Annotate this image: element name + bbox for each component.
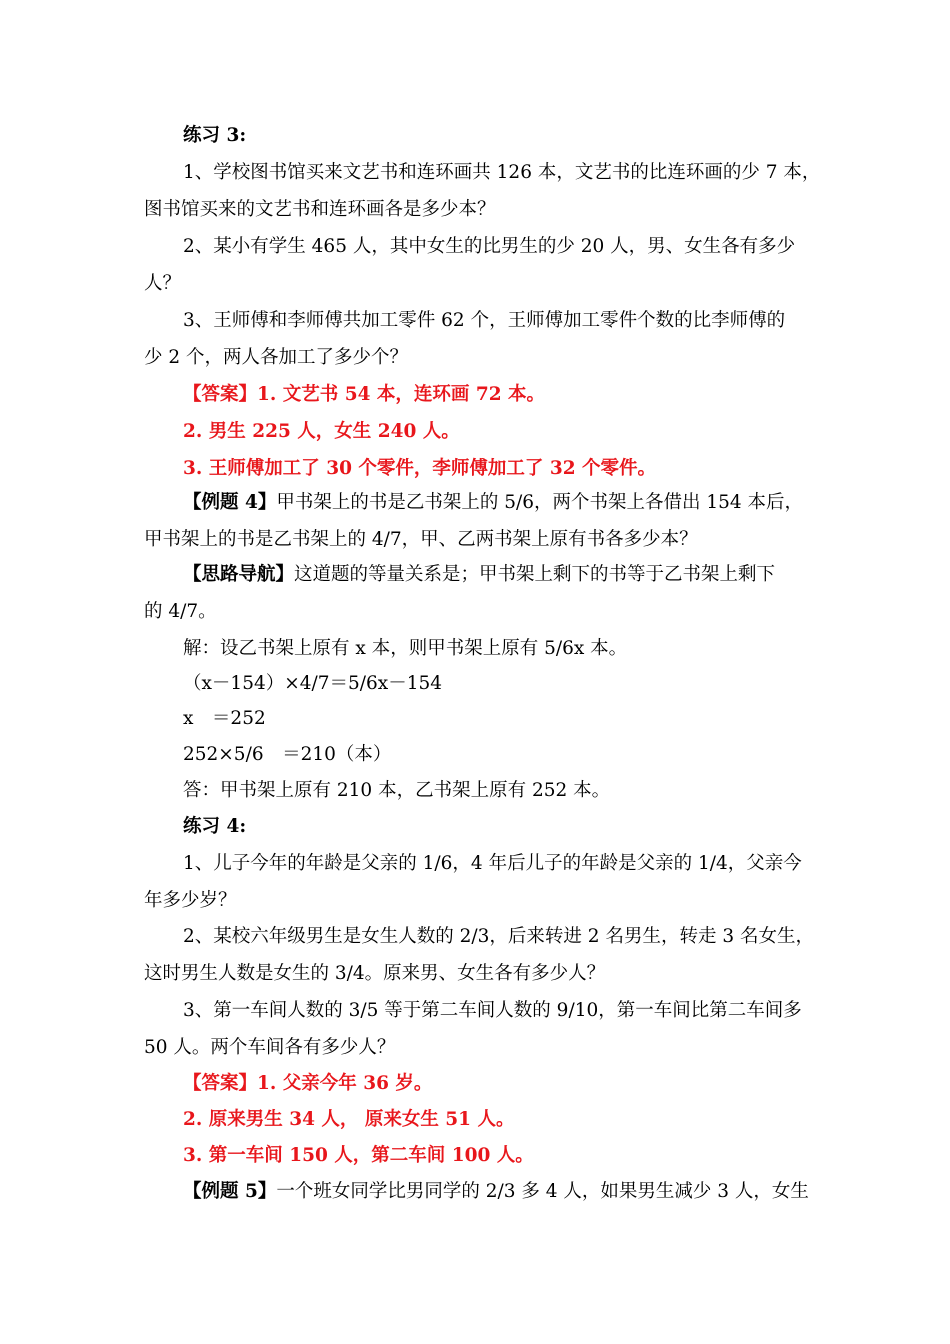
example5-line1: [0, 1174, 950, 1210]
practice4-title: 练习 4:: [183, 816, 247, 837]
practice4-answer-1: 【答案】1. 父亲今年 36 岁。: [183, 1073, 433, 1094]
example4-hint-label: 【思路导航】: [183, 564, 295, 585]
practice3-q3-line2: 少 2 个，两人各加工了多少个？: [144, 347, 409, 368]
practice4-q1-line1: 1、儿子今年的年龄是父亲的 1/6，4 年后儿子的年龄是父亲的 1/4，父亲今: [183, 853, 802, 874]
example5-text1: 一个班女同学比男同学的 2/3 多 4 人，如果男生减少 3 人，女生: [276, 1181, 809, 1202]
practice4-answer-2: 2. 原来男生 34 人， 原来女生 51 人。: [183, 1109, 515, 1130]
practice4-q2-line1: 2、某校六年级男生是女生人数的 2/3，后来转进 2 名男生，转走 3 名女生，: [183, 926, 814, 947]
example4-line2: 甲书架上的书是乙书架上的 4/7，甲、乙两书架上原有书各多少本？: [144, 529, 698, 550]
example4-hint-line1: [0, 557, 950, 593]
example4-line1: [0, 485, 950, 521]
example4-solution-3: x ＝252: [183, 708, 266, 729]
practice3-answer-3: 3. 王师傅加工了 30 个零件，李师傅加工了 32 个零件。: [183, 458, 657, 479]
practice4-q2-line2: 这时男生人数是女生的 3/4。原来男、女生各有多少人？: [144, 963, 606, 984]
practice3-answer-2: 2. 男生 225 人，女生 240 人。: [183, 421, 460, 442]
example4-solution-4: 252×5/6 ＝210（本）: [183, 744, 392, 765]
example4-solution-2: （x－154）×4/7＝5/6x－154: [183, 673, 443, 694]
example4-hint-line2: 的 4/7。: [144, 601, 217, 622]
example4-solution-1: 解：设乙书架上原有 x 本，则甲书架上原有 5/6x 本。: [183, 638, 628, 659]
practice3-answer-1: 【答案】1. 文艺书 54 本，连环画 72 本。: [183, 384, 546, 405]
example5-label: 【例题 5】: [183, 1181, 277, 1202]
practice4-answer-3: 3. 第一车间 150 人，第二车间 100 人。: [183, 1145, 534, 1166]
example4-hint-text1: 这道题的等量关系是；甲书架上剩下的书等于乙书架上剩下: [294, 564, 776, 585]
practice4-q3-line1: 3、第一车间人数的 3/5 等于第二车间人数的 9/10，第一车间比第二车间多: [183, 1000, 802, 1021]
example4-solution-5: 答：甲书架上原有 210 本，乙书架上原有 252 本。: [183, 780, 611, 801]
example4-label: 【例题 4】: [183, 492, 277, 513]
practice4-q3-line2: 50 人。两个车间各有多少人？: [144, 1037, 396, 1058]
practice3-q3-line1: 3、王师傅和李师傅共加工零件 62 个，王师傅加工零件个数的比李师傅的: [183, 310, 786, 331]
example4-text1: 甲书架上的书是乙书架上的 5/6，两个书架上各借出 154 本后，: [276, 492, 804, 513]
practice3-q1-line1: 1、学校图书馆买来文艺书和连环画共 126 本，文艺书的比连环画的少 7 本，: [183, 162, 821, 183]
practice4-q1-line2: 年多少岁？: [144, 890, 237, 911]
practice3-title: 练习 3:: [183, 125, 247, 146]
practice3-q1-line2: 图书馆买来的文艺书和连环画各是多少本？: [144, 199, 496, 220]
practice3-q2-line2: 人？: [144, 273, 182, 294]
practice3-q2-line1: 2、某小有学生 465 人，其中女生的比男生的少 20 人，男、女生各有多少: [183, 236, 796, 257]
